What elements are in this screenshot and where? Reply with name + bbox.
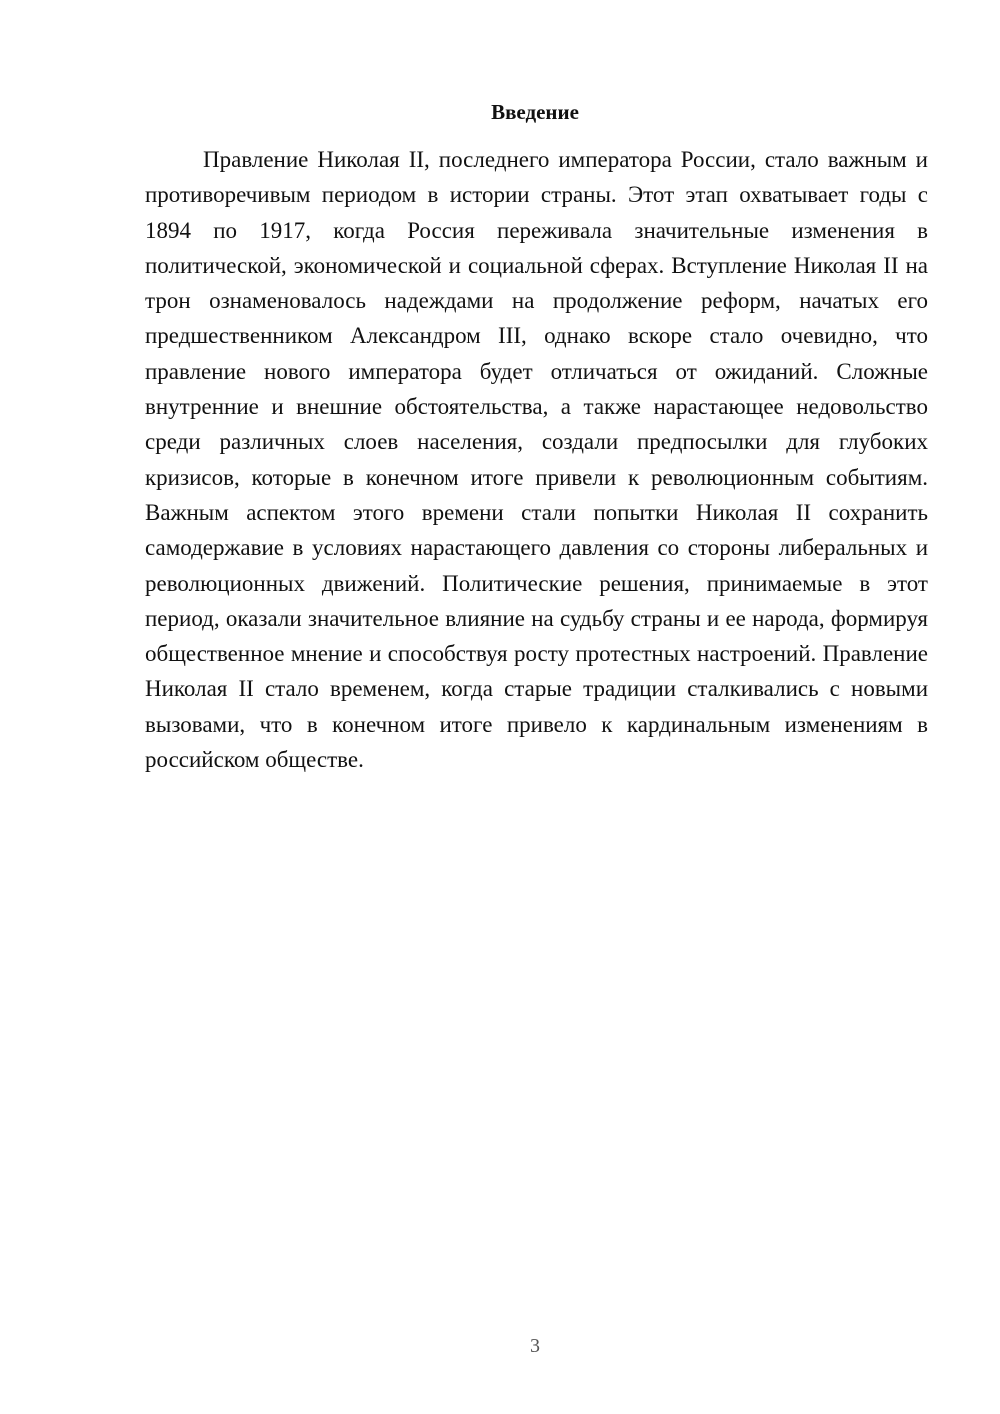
body-paragraph: Правление Николая II, последнего императора России, стало важным и противоречивым периодом в истории страны. Этот этап охватывает годы с 1894 по 1917, когда Россия переживала значительные изменения в политической, экономической и социальной сферах. Вступление Николая II на трон ознаменовалось надеждами на продолжение реформ, начатых его предшественником Александром III, однако вскоре стало очевидно, что правление нового императора будет отличаться от ожиданий. Сложные внутренние и внешние обстоятельства, а также нарастающее недовольство среди различных слоев населения, создали предпосылки для глубоких кризисов, которые в конечном итоге привели к революционным событиям. Важным аспектом этого времени стали попытки Николая II сохранить самодержавие в условиях нарастающего давления со стороны либеральных и революционных движений. Политические решения, принимаемые в этот период, оказали значительное влияние на судьбу страны и ее народа, формируя общественное мнение и способствуя росту протестных настроений. Правление Николая II стало временем, когда старые традиции сталкивались с новыми вызовами, что в конечном итоге привело к кардинальным изменениям в российском обществе. — [145, 147, 928, 773]
section-heading: Введение — [491, 100, 579, 124]
page-number: 3 — [530, 1335, 540, 1357]
